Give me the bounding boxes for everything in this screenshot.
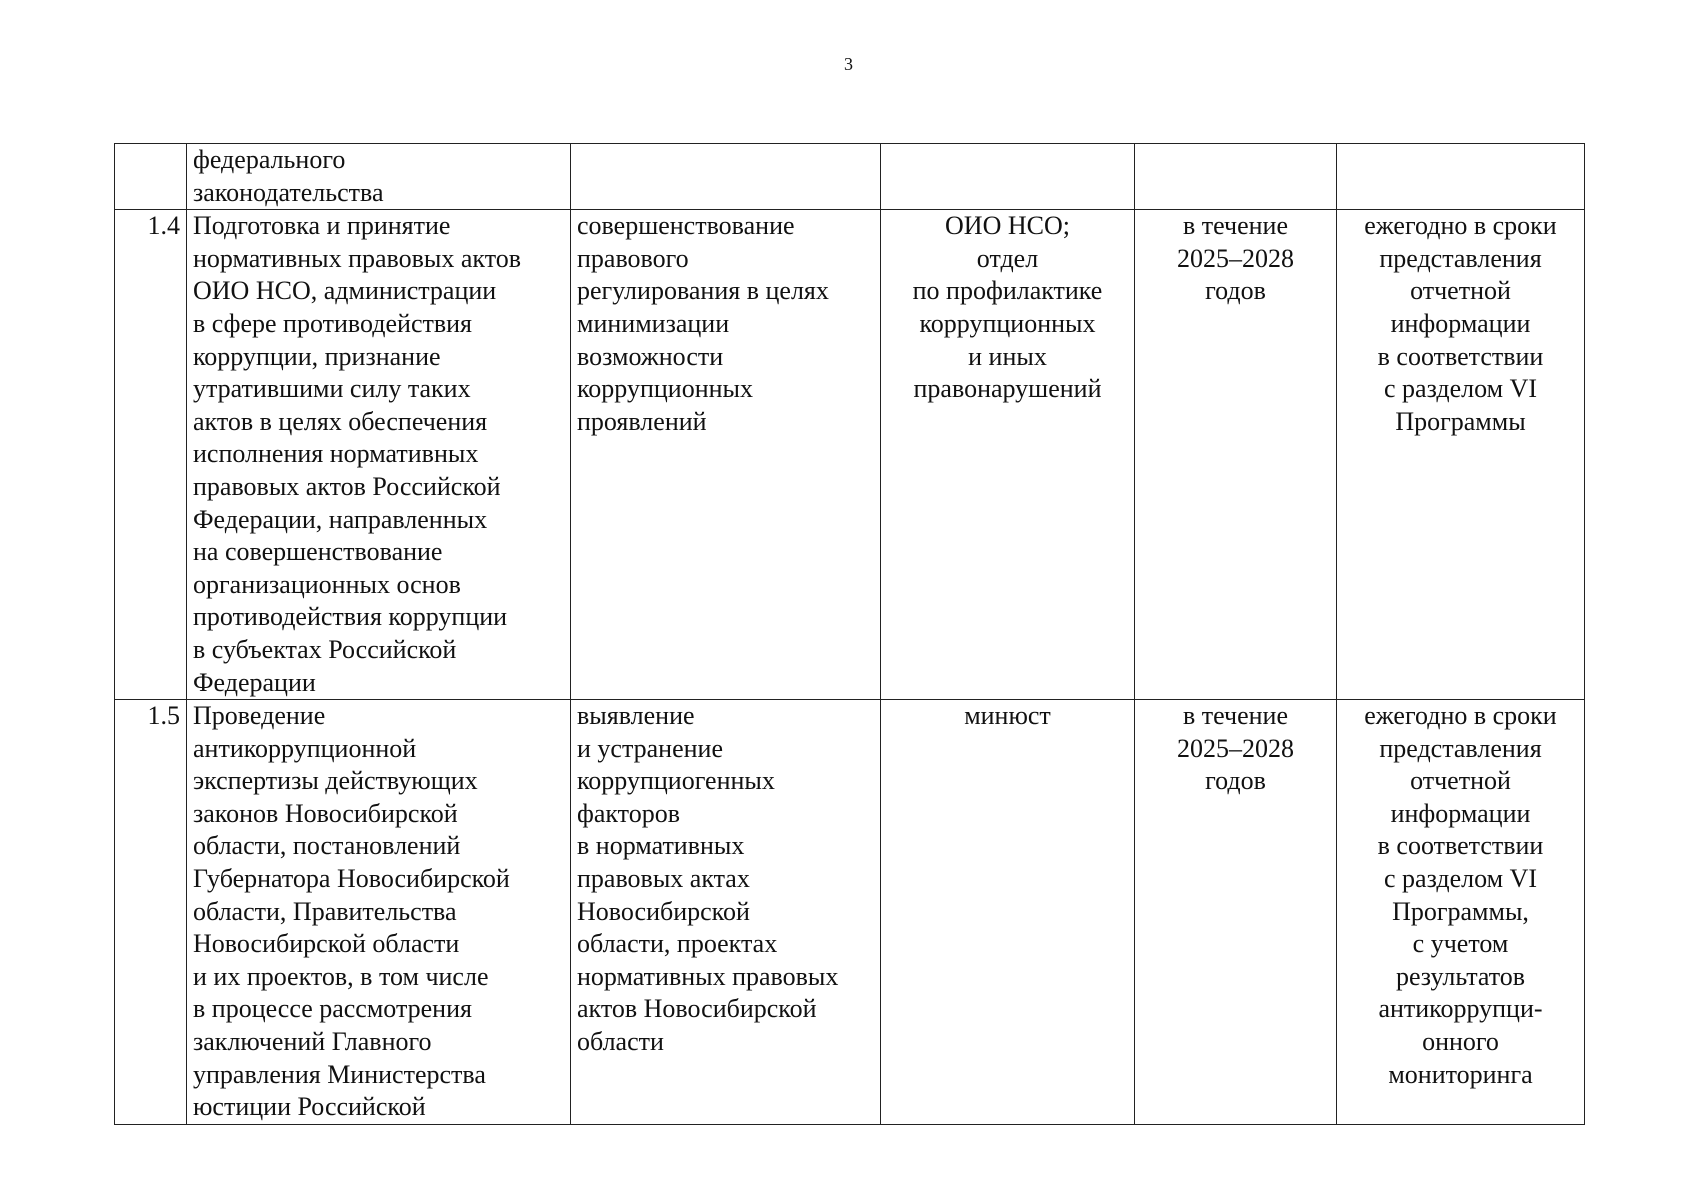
page-number: 3 bbox=[844, 54, 853, 74]
text-line: коррупционных bbox=[919, 308, 1096, 338]
text-line: ежегодно в сроки bbox=[1364, 211, 1557, 241]
text-line: представления bbox=[1379, 733, 1542, 763]
text-line: Федерации, направленных bbox=[193, 504, 488, 534]
text-line: актов в целях обеспечения bbox=[193, 406, 488, 436]
text-line: отчетной bbox=[1410, 276, 1511, 306]
text-line: по профилактике bbox=[912, 276, 1103, 306]
text-line: правовых актах bbox=[577, 864, 750, 894]
text-line: антикоррупци- bbox=[1378, 994, 1543, 1024]
text-line: 2025–2028 bbox=[1177, 243, 1294, 273]
measures-table bbox=[114, 143, 1585, 1125]
measure-goal-cell bbox=[571, 210, 881, 700]
text-line: мониторинга bbox=[1388, 1059, 1533, 1089]
term-cell bbox=[1135, 144, 1337, 210]
text-line: в соответствии bbox=[1377, 341, 1544, 371]
text-line: коррупционных bbox=[577, 374, 754, 404]
text-line: и их проектов, в том числе bbox=[193, 961, 489, 991]
measure-name-cell bbox=[187, 210, 571, 700]
text-line: на совершенствование bbox=[193, 537, 443, 567]
measure-name-cell bbox=[187, 700, 571, 1125]
text-line: юстиции Российской bbox=[193, 1092, 426, 1122]
text-line: в течение bbox=[1182, 701, 1288, 731]
text-line: регулирования в целях bbox=[577, 276, 829, 306]
text-line: ОИО НСО, администрации bbox=[193, 276, 497, 306]
text-line: области, постановлений bbox=[193, 831, 461, 861]
term-cell bbox=[1135, 700, 1337, 1125]
table-row bbox=[115, 144, 1585, 210]
measure-goal-cell bbox=[571, 700, 881, 1125]
text-line: в сфере противодействия bbox=[193, 308, 472, 338]
text-line: возможности bbox=[577, 341, 724, 371]
text-line: ежегодно в сроки bbox=[1364, 701, 1557, 731]
text-line: утратившими силу таких bbox=[193, 374, 471, 404]
text-line: противодействия коррупции bbox=[193, 602, 508, 632]
table-row bbox=[115, 210, 1585, 700]
text-line: Программы bbox=[1395, 406, 1526, 436]
text-line: и устранение bbox=[577, 733, 723, 763]
row-number: 1.5 bbox=[147, 701, 180, 731]
text-line: Губернатора Новосибирской bbox=[193, 864, 510, 894]
term-cell bbox=[1135, 210, 1337, 700]
executor-cell bbox=[881, 144, 1135, 210]
text-line: законодательства bbox=[193, 177, 384, 207]
text-line: экспертизы действующих bbox=[193, 766, 478, 796]
text-line: коррупциогенных bbox=[577, 766, 775, 796]
text-line: нормативных правовых актов bbox=[193, 243, 522, 273]
text-line: совершенствование bbox=[577, 211, 795, 241]
text-line: и иных bbox=[968, 341, 1047, 371]
text-line: правового bbox=[577, 243, 689, 273]
text-line: федерального bbox=[193, 145, 346, 174]
text-line: правовых актов Российской bbox=[193, 471, 501, 501]
text-line: отдел bbox=[976, 243, 1039, 273]
report-cell bbox=[1337, 144, 1585, 210]
text-line: представления bbox=[1379, 243, 1542, 273]
executor-cell bbox=[881, 210, 1135, 700]
text-line: годов bbox=[1205, 766, 1266, 796]
text-line: в нормативных bbox=[577, 831, 745, 861]
text-line: исполнения нормативных bbox=[193, 439, 479, 469]
text-line: годов bbox=[1205, 276, 1266, 306]
text-line: в соответствии bbox=[1377, 831, 1544, 861]
text-line: минимизации bbox=[577, 308, 730, 338]
text-line: выявление bbox=[577, 701, 695, 731]
text-line: актов Новосибирской bbox=[577, 994, 817, 1024]
text-line: 2025–2028 bbox=[1177, 733, 1294, 763]
table-row bbox=[115, 700, 1585, 1125]
text-line: управления Министерства bbox=[193, 1059, 486, 1089]
text-line: с разделом VI bbox=[1383, 864, 1538, 894]
text-line: результатов bbox=[1395, 961, 1526, 991]
text-line: проявлений bbox=[577, 406, 707, 436]
text-line: с учетом bbox=[1412, 929, 1509, 959]
text-line: организационных основ bbox=[193, 569, 461, 599]
report-cell bbox=[1337, 210, 1585, 700]
text-line: Федерации bbox=[193, 667, 316, 697]
text-line: заключений Главного bbox=[193, 1027, 432, 1057]
report-cell bbox=[1337, 700, 1585, 1125]
text-line: области bbox=[577, 1027, 664, 1057]
text-line: Подготовка и принятие bbox=[193, 211, 451, 241]
text-line: с разделом VI bbox=[1383, 374, 1538, 404]
row-number: 1.4 bbox=[147, 211, 180, 241]
text-line: области, Правительства bbox=[193, 896, 457, 926]
text-line: онного bbox=[1422, 1027, 1499, 1057]
measure-name-cell bbox=[187, 144, 571, 210]
row-number-cell bbox=[115, 700, 187, 1125]
text-line: информации bbox=[1390, 798, 1531, 828]
text-line: в процессе рассмотрения bbox=[193, 994, 472, 1024]
text-line: коррупции, признание bbox=[193, 341, 441, 371]
text-line: нормативных правовых bbox=[577, 961, 839, 991]
text-line: области, проектах bbox=[577, 929, 778, 959]
text-line: в течение bbox=[1182, 211, 1288, 241]
text-line: факторов bbox=[577, 798, 680, 828]
text-line: отчетной bbox=[1410, 766, 1511, 796]
text-line: информации bbox=[1390, 308, 1531, 338]
text-line: Программы, bbox=[1392, 896, 1529, 926]
text-line: ОИО НСО; bbox=[945, 211, 1070, 241]
text-line: антикоррупционной bbox=[193, 733, 417, 763]
row-number-cell bbox=[115, 144, 187, 210]
measure-goal-cell bbox=[571, 144, 881, 210]
text-line: Новосибирской области bbox=[193, 929, 460, 959]
text-line: минюст bbox=[964, 701, 1051, 731]
text-line: Новосибирской bbox=[577, 896, 750, 926]
text-line: в субъектах Российской bbox=[193, 634, 457, 664]
text-line: Проведение bbox=[193, 701, 326, 731]
executor-cell bbox=[881, 700, 1135, 1125]
row-number-cell bbox=[115, 210, 187, 700]
text-line: законов Новосибирской bbox=[193, 798, 458, 828]
text-line: правонарушений bbox=[913, 374, 1102, 404]
